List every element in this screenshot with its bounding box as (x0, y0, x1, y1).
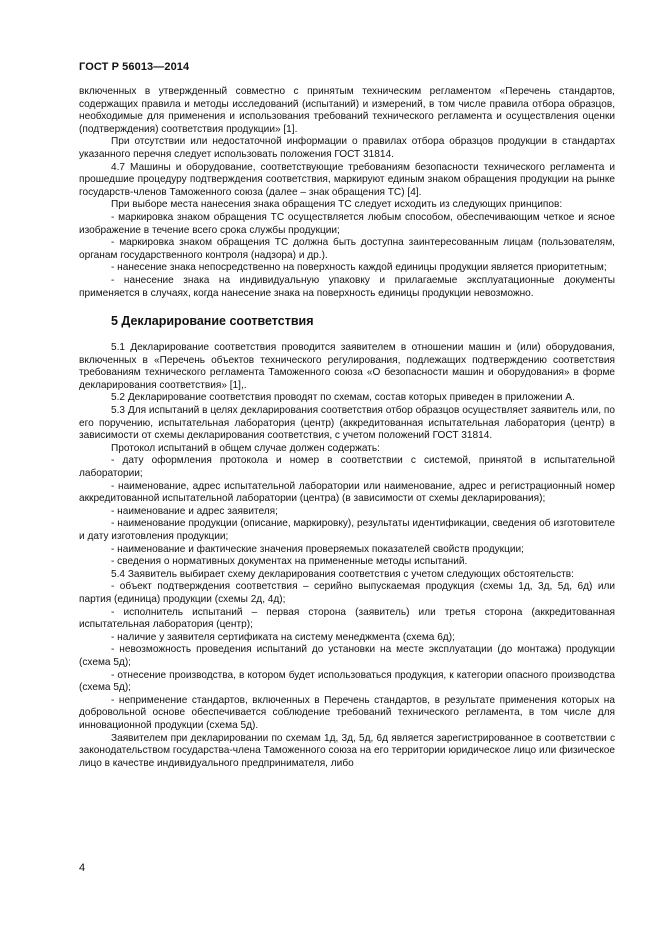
section4-continuation (79, 86, 615, 300)
paragraph: - наименование, адрес испытательной лаборатории или наименование, адрес и регистрационный номер аккредитованной испытательной лаборатории (центра) (в зависимости от схемы декларирования); (79, 480, 615, 505)
section-5-heading: 5 Декларирование соответствия (111, 314, 314, 329)
document-code-header: ГОСТ Р 56013—2014 (79, 61, 190, 73)
paragraph: При выборе места нанесения знака обращения ТС следует исходить из следующих принципов: (111, 199, 563, 211)
paragraph: - нанесение знака непосредственно на поверхность каждой единицы продукции является приоритетным; (111, 262, 607, 274)
paragraph: 5.4 Заявитель выбирает схему декларирования соответствия с учетом следующих обстоятельств: (111, 568, 574, 580)
paragraph: - сведения о нормативных документах на примененные методы испытаний. (111, 556, 468, 568)
paragraph: - маркировка знаком обращения ТС должна быть доступна заинтересованным лицам (пользователям, органам государственного контроля (надзора) и др.). (79, 237, 615, 261)
paragraph: - наличие у заявителя сертификата на систему менеджмента (схема 6д); (111, 631, 455, 643)
paragraph: 5.1 Декларирование соответствия проводится заявителем в отношении машин и (или) оборудования, включенных в «Перечень объектов технического регулирования, подлежащих подтверждению соответствия требованиям технического регламента Таможенного союза «О безопасности машин и оборудования» в форме декларирования соответствия» [1],. (79, 342, 615, 391)
paragraph: - маркировка знаком обращения ТС осуществляется любым способом, обеспечивающим четкое и ясное изображение в течение всего срока службы продукции; (79, 211, 615, 236)
page-content (79, 86, 615, 770)
paragraph: включенных в утвержденный совместно с принятым техническим регламентом «Перечень стандартов, содержащих правила и методы исследований (испытаний) и измерений, в том числе правила отбора образцов, необходимые для применения и использования требований технического регламента и осуществления оценки (подтверждения) соответствия продукции» [1]. (79, 86, 615, 135)
paragraph: При отсутствии или недостаточной информации о правилах отбора образцов продукции в стандартах указанного перечня следует использовать положения ГОСТ 31814. (79, 136, 615, 160)
paragraph: Заявителем при декларировании по схемам 1д, 3д, 5д, 6д является зарегистрированное в соответствии с законодательством государства-члена Таможенного союза на его территории юридическое лицо или физическое лицо в качестве индивидуального предпринимателя, либо (79, 732, 615, 769)
paragraph: - неприменение стандартов, включенных в Перечень стандартов, в результате применения которых на добровольной основе обеспечивается соблюдение требований технического регламента, в том числе для инновационной продукции (схема 5д). (79, 694, 615, 731)
paragraph: 4.7 Машины и оборудование, соответствующие требованиям безопасности технического регламента и прошедшие процедуру подтверждения соответствия, маркируют единым знаком обращения продукции на рынке государств-членов Таможенного союза (далее – знак обращения ТС) [4]. (79, 161, 615, 198)
paragraph: - отнесение производства, в котором будет использоваться продукция, к категории опасного производства (схема 5д); (79, 669, 615, 694)
paragraph: - наименование и адрес заявителя; (111, 505, 278, 517)
page-number: 4 (79, 862, 86, 874)
paragraph: - наименование и фактические значения проверяемых показателей свойств продукции; (111, 543, 524, 555)
paragraph: - нанесение знака на индивидуальную упаковку и прилагаемые эксплуатационные документы применяется в случаях, когда нанесение знака на поверхность единицы продукции невозможно. (79, 274, 615, 299)
paragraph: Протокол испытаний в общем случае должен содержать: (111, 442, 380, 454)
paragraph: - наименование продукции (описание, маркировку), результаты идентификации, сведения об изготовителе и дату изготовления продукции; (79, 518, 615, 542)
paragraph: 5.2 Декларирование соответствия проводят по схемам, состав которых приведен в приложении А. (111, 392, 575, 404)
section5-body (79, 342, 615, 770)
paragraph: - невозможность проведения испытаний до установки на месте эксплуатации (до монтажа) продукции (схема 5д); (79, 644, 615, 668)
paragraph: 5.3 Для испытаний в целях декларирования соответствия отбор образцов осуществляет заявитель или, по его поручению, испытательная лаборатория (центр) (аккредитованная испытательная лаборатория (центр) в зависимости от схемы декларирования соответствия, с учетом положений ГОСТ 31814. (79, 405, 615, 442)
paragraph: - объект подтверждения соответствия – серийно выпускаемая продукция (схемы 1д, 3д, 5д, 6д) или партия (единица) продукции (схемы 2д, 4д); (79, 581, 615, 605)
paragraph: - дату оформления протокола и номер в соответствии с системой, принятой в испытательной лаборатории; (79, 455, 615, 480)
paragraph: - исполнитель испытаний – первая сторона (заявитель) или третья сторона (аккредитованная испытательная лаборатория (центр); (79, 606, 615, 631)
